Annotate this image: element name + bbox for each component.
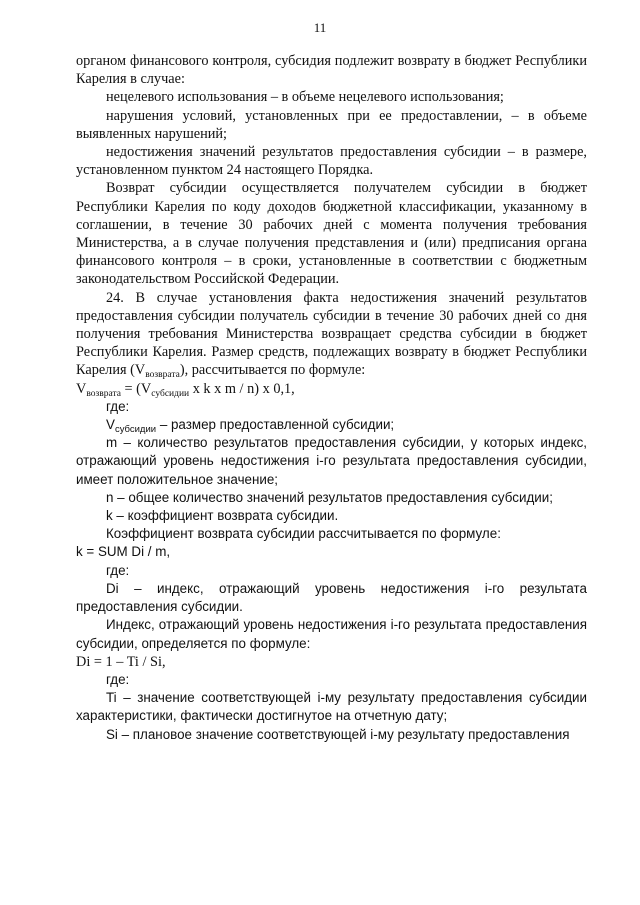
k-intro: Коэффициент возврата субсидии рассчитывается по формуле: bbox=[106, 526, 501, 542]
paragraph-violation: нарушения условий, установленных при ее предоставлении, – в объеме выявленных нарушений; bbox=[76, 107, 587, 142]
paragraph-intro: органом финансового контроля, субсидия подлежит возврату в бюджет Республики Карелия в случае: bbox=[76, 53, 587, 88]
paragraph-24-end: ), рассчитывается по формуле: bbox=[179, 362, 366, 379]
paragraph-return-procedure: Возврат субсидии осуществляется получателем субсидии в бюджет Республики Карелия по коду доходов бюджетной классификации, указанному в соглашении, в течение 30 рабочих дней с момента получения требования Министерства, а в случае получения представления и (или) предписания органа финансового контроля – в сроки, установленные в соответствии с бюджетным законодательством Российской Федерации. bbox=[76, 180, 587, 288]
formula-sub-subsidy: субсидии bbox=[151, 388, 190, 399]
formula-sub-return: возврата bbox=[86, 388, 121, 399]
v-return-subscript: возврата bbox=[145, 370, 180, 381]
formula-v: V bbox=[76, 380, 87, 397]
di-intro: Индекс, отражающий уровень недостижения i-го результата предоставления субсидии, определяется по формуле: bbox=[76, 617, 587, 651]
n-definition: n – общее количество значений результатов предоставления субсидии; bbox=[106, 489, 553, 505]
k-definition: k – коэффициент возврата субсидии. bbox=[106, 508, 339, 524]
page-number: 11 bbox=[313, 20, 327, 35]
paragraph-nonachievement: недостижения значений результатов предоставления субсидии – в размере, установленном пунктом 24 настоящего Порядка. bbox=[76, 144, 587, 179]
si-definition: Si – плановое значение соответствующей i-му результату предоставления bbox=[106, 726, 570, 742]
formula-di: Di = 1 – Ti / Si, bbox=[76, 653, 166, 670]
v-subsidy-subscript: субсидии bbox=[114, 424, 157, 436]
di-definition: Di – индекс, отражающий уровень недостижения i-го результата предоставления субсидии. bbox=[76, 580, 587, 615]
where-label-1: где: bbox=[106, 398, 130, 414]
where-label-3: где: bbox=[106, 671, 130, 687]
paragraph-24-text: 24. В случае установления факта недостижения значений результатов предоставления субсидии получатель субсидии в течение 30 рабочих дней со дня получения требования Министерства возвращает средства субсидии в бюджет Республики Карелия. Размер средств, подлежащих возврату в бюджет Республики Карелия (V bbox=[76, 289, 587, 379]
v-symbol: V bbox=[106, 417, 115, 433]
formula-return-amount bbox=[76, 380, 587, 398]
formula-k: k = SUM Di / m, bbox=[76, 544, 171, 560]
formula-eq: = (V bbox=[120, 380, 152, 397]
formula-rest: x k x m / n) x 0,1, bbox=[189, 380, 295, 397]
paragraph-24 bbox=[76, 289, 587, 380]
v-subsidy-definition bbox=[76, 416, 587, 434]
document-body bbox=[76, 52, 587, 744]
m-definition: m – количество результатов предоставления субсидии, у которых индекс, отражающий уровень недостижения i-го результата предоставления субсидии, имеет положительное значение; bbox=[76, 435, 587, 487]
paragraph-misuse: нецелевого использования – в объеме нецелевого использования; bbox=[106, 89, 504, 106]
ti-definition: Ti – значение соответствующей i-му результату предоставления субсидии характеристики, фактически достигнутое на отчетную дату; bbox=[76, 690, 587, 724]
where-label-2: где: bbox=[106, 562, 130, 578]
v-subsidy-text: – размер предоставленной субсидии; bbox=[156, 417, 395, 433]
